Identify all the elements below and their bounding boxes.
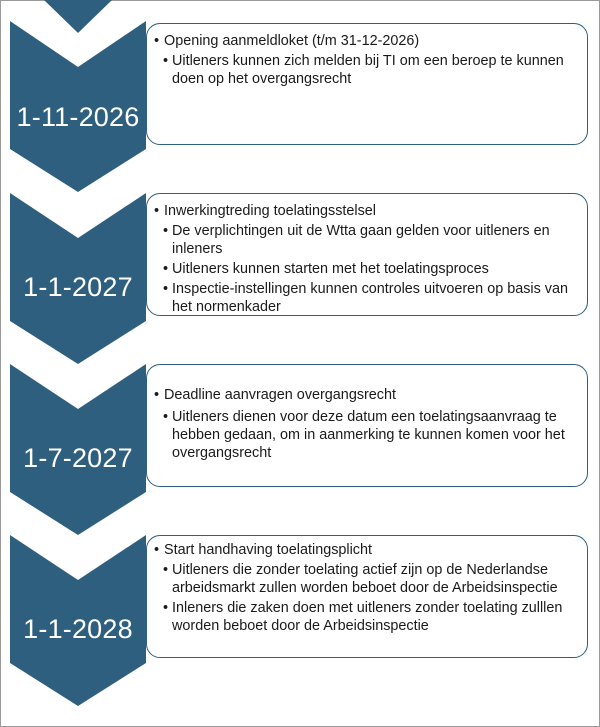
milestone-3-box	[146, 364, 588, 487]
milestone-2-item-1: • De verplichtingen uit de Wtta gaan gelden voor uitleners en inleners	[154, 222, 579, 258]
milestone-4-item-2: • Inleners die zaken doen met uitleners zonder toelating zulllen worden beboet door de Arbeidsinspectie	[154, 599, 579, 635]
milestone-2-heading: • Inwerkingtreding toelatingsstelsel	[154, 202, 579, 220]
milestone-4-item-1: • Uitleners die zonder toelating actief zijn op de Nederlandse arbeidsmarkt zullen worden beboet door de Arbeidsinspectie	[154, 561, 579, 597]
milestone-1-item-1: • Uitleners kunnen zich melden bij TI om een beroep te kunnen doen op het overgangsrecht	[154, 52, 568, 88]
milestone-1-box	[146, 23, 588, 145]
milestone-3-heading: • Deadline aanvragen overgangsrecht	[154, 386, 579, 404]
chevron-top	[44, 0, 112, 33]
milestone-3-date: 1-7-2027	[23, 443, 133, 473]
milestone-4-date: 1-1-2028	[23, 614, 133, 644]
milestone-2-item-3: • Inspectie-instellingen kunnen controles uitvoeren op basis van het normenkader	[154, 280, 579, 316]
milestone-4-box	[146, 535, 588, 658]
milestone-3-item-1: • Uitleners dienen voor deze datum een toelatingsaanvraag te hebben gedaan, om in aanmerking te kunnen komen voor het overgangsrecht	[154, 408, 579, 462]
milestone-1-date: 1-11-2026	[16, 102, 140, 132]
milestone-2-date: 1-1-2027	[23, 272, 133, 302]
milestone-2-box	[146, 193, 588, 316]
milestone-2-item-2: • Uitleners kunnen starten met het toelatingsproces	[154, 260, 579, 278]
milestone-4-heading: • Start handhaving toelatingsplicht	[154, 541, 579, 559]
milestone-1-heading: • Opening aanmeldloket (t/m 31-12-2026)	[154, 32, 579, 50]
